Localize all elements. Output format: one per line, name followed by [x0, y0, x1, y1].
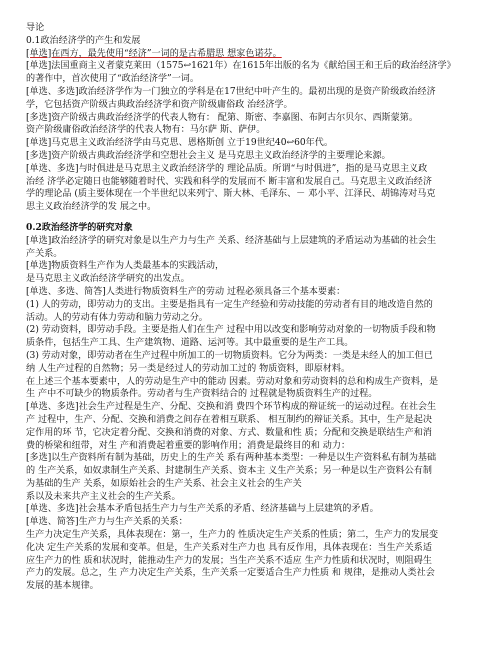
text-line: [单选]物质资料生产作为人类最基本的实践活动， — [26, 261, 225, 272]
text-line: 0.2政治经济学的研究对象 — [26, 221, 133, 233]
text-line: [单选、多选、简答]人类进行物质资料生产的劳动 过程必须具备三个基本要素： — [26, 286, 346, 297]
text-line: [单选]法国重商主义者蒙克莱田（1575↩1621年）在1615年出版的名为《献给国王和王后的政治经济学》 — [26, 61, 456, 72]
text-line: 活动。人的劳动有体力劳动和脑力劳动之分。 — [26, 312, 208, 323]
text-line: [多选]资产阶级古典政治经济学的代表人物有： 配第、斯密、李嘉图、布阿古尔贝尔、西斯蒙第。 — [26, 112, 418, 123]
text-line — [26, 214, 482, 222]
text-line: [单选、简答]生产力与生产关系的关系： — [26, 517, 188, 528]
text-line: 思主义政治经济学的发 展之中。 — [26, 202, 157, 213]
text-line: [多选]以生产资料所有制为基础，历史上的生产关 系有两种基本类型：一种是以生产资料私有制为基础 — [26, 453, 437, 464]
text-line: 应生产力的性 质和状况时，能推动生产力的发展；当生产关系不适应 生产力性质和状况时，则阻碍生 — [26, 555, 432, 566]
document-page — [26, 22, 482, 593]
text-line: [单选、多选]社会基本矛盾包括生产力与生产关系的矛盾、经济基础与上层建筑的矛盾。 — [26, 504, 379, 515]
text-line: [单选]政治经济学的研究对象是以生产力与生产 关系、经济基础与上层建筑的矛盾运动为基础的社会生 — [26, 235, 437, 246]
text-line: 定作用的环 节，它决定着分配、交换和消费的对象、方式、数量和性 质；分配和交换是联结生产和消 — [26, 427, 432, 438]
text-line: 治经 济学必定随日也能够随着时代、实践和科学的发展而不 断丰富和发展自己。马克思主义政治经济 — [26, 176, 432, 187]
text-line: [多选]资产阶级古典政治经济学和空想社会主义 是马克思主义政治经济学的主要理论来源。 — [26, 150, 391, 161]
text-line: 系以及未来共产主义社会的生产关系。 — [26, 491, 181, 502]
text-line: [单选、多选]与时俱进是马克思主义政治经济学的 理论品质。所谓“与时俱进”，指的是马克思主义政 — [26, 163, 428, 174]
text-line: 学，它包括资产阶级古典政治经济学和资产阶级庸俗政 治经济学。 — [26, 99, 293, 110]
text-line: (2) 劳动资料，即劳动手段。主要是指人们在生产 过程中用以改变和影响劳动对象的一切物质手段和物 — [26, 325, 436, 336]
text-line: [单选]马克思主义政治经济学由马克思、恩格斯创 立于19世纪40↩60年代。 — [26, 138, 333, 149]
text-line: 生产力决定生产关系，具体表现在：第一，生产力的 性质决定生产关系的性质；第二，生产力的发展变 — [26, 530, 439, 541]
text-line: [单选、多选]社会生产过程是生产、分配、交换和消 费四个环节构成的辩证统一的运动过程。在社会生 — [26, 402, 437, 413]
text-line: 产力的发展。总之，生 产力决定生产关系，生产关系一定要适合生产力性质 和 规律，是推动人类社会 — [26, 568, 435, 579]
text-line: 费的桥梁和纽带，对生 产和消费起着重要的影响作用；消费是最终目的和 动力： — [26, 440, 351, 451]
text-line: [单选、多选]政治经济学作为一门独立的学科是在17世纪中叶产生的。最初出现的是资产阶级政治经济 — [26, 86, 436, 97]
text-line: 质条件，包括生产工具、生产建筑物、道路、运河等。其中最重要的是生产工具。 — [26, 338, 354, 349]
text-line: 生 产中不可缺少的物质条件。劳动者与生产资料结合的 过程就是物质资料生产的过程。 — [26, 389, 378, 400]
text-line: (3) 劳动对象，即劳动者在生产过程中所加工的一切物质资料。它分为两类：一类是未经人的加工但已 — [26, 350, 433, 361]
text-line: 在上述三个基本要素中，人的劳动是生产中的能动 因素。劳动对象和劳动资料的总和构成生产资料，是 — [26, 376, 439, 387]
text-line: 为基础的生产 关系，如原始社会的生产关系、社会主义社会的生产关 — [26, 478, 302, 489]
text-line: [单选]在西方，最先使用“经济”一词的是古希腊思 想家色诺芬。 — [26, 48, 282, 59]
text-line: 是马克思主义政治经济学研究的出发点。 — [26, 274, 190, 285]
text-line: 纳 人生产过程的自然物；另一类是经过人的劳动加工过的 物质资料，即原材料。 — [26, 363, 351, 374]
text-line: 化决 定生产关系的发展和变革。但是，生产关系对生产力也 具有反作用，具体表现在：当生产关系适 — [26, 542, 432, 553]
text-line: 资产阶级庸俗政治经济学的代表人物有：马尔萨 斯、萨伊。 — [26, 125, 266, 136]
text-line: 导论 — [26, 23, 45, 33]
text-line: 学的理论品 (质主要体现在一个半世纪以来列宁、斯大林、毛泽东、－ 邓小平、江泽民、胡锦涛对马克 — [26, 189, 436, 200]
text-line: 发展的基本规律。 — [26, 581, 99, 592]
text-line: 的著作中，首次使用了“政治经济学”一词。 — [26, 74, 199, 85]
text-line: 产 过程中，生产、分配、交换和消费之间存在着相互联系、 相互制约的辩证关系。其中，生产是起决 — [26, 414, 432, 425]
text-line: 产关系。 — [26, 248, 63, 259]
text-line: 的 生产关系，如奴隶制生产关系、封建制生产关系、资本主 义生产关系；另一种是以生产资料公有制 — [26, 466, 432, 477]
text-line: (1) 人的劳动，即劳动力的支出。主要是指具有一定生产经验和劳动技能的劳动者有目的地改造自然的 — [26, 299, 433, 310]
text-line: 0.1政治经济学的产生和发展 — [26, 35, 141, 46]
